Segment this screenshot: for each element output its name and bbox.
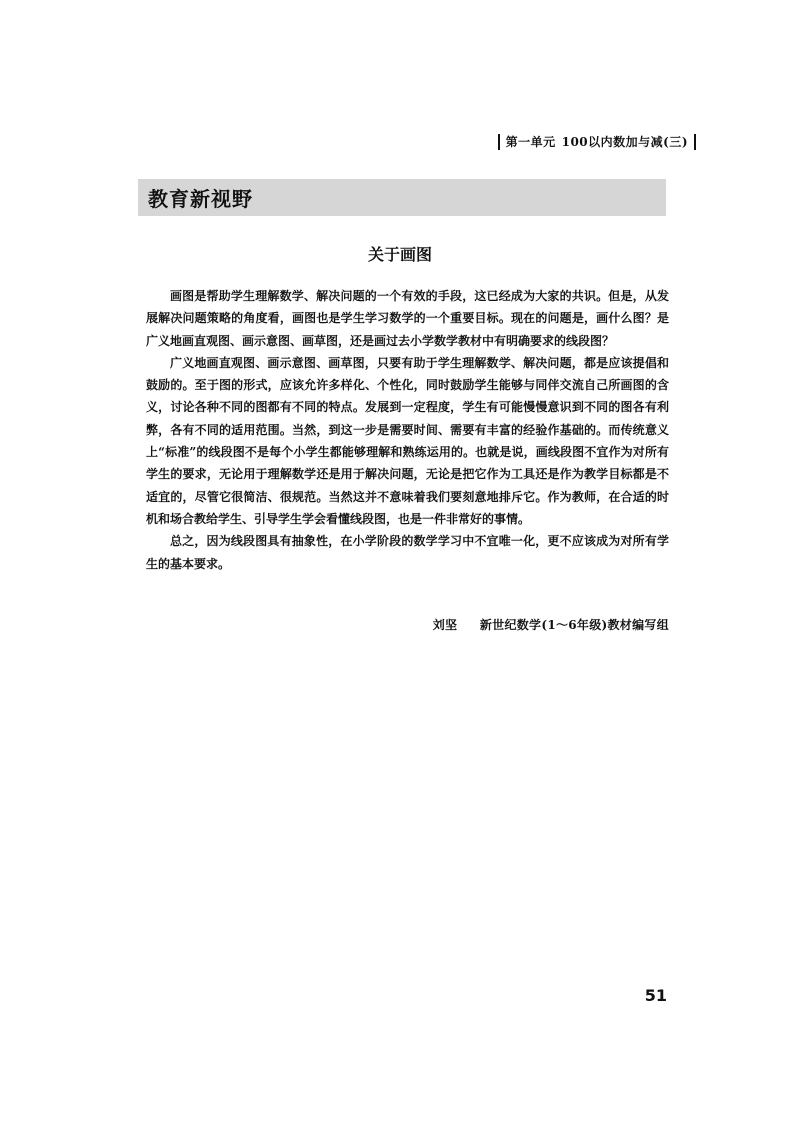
section-banner bbox=[138, 179, 666, 216]
signature-author: 刘坚 bbox=[432, 618, 458, 632]
header-topic: 100以内数加与减(三) bbox=[561, 135, 688, 149]
signature-affiliation: 新世纪数学(1～6年级)教材编写组 bbox=[479, 618, 669, 632]
page-number: 51 bbox=[644, 986, 667, 1005]
article-body bbox=[146, 285, 669, 575]
paragraph-2: 广义地画直观图、画示意图、画草图，只要有助于学生理解数学、解决问题，都是应该提倡和鼓励的。至于图的形式，应该允许多样化、个性化，同时鼓励学生能够与同伴交流自己所画图的含义，讨论各种不同的图都有不同的特点。发展到一定程度，学生有可能慢慢意识到不同的图各有利弊，各有不同的适用范围。当然，到这一步是需要时间、需要有丰富的经验作基础的。而传统意义上“标准”的线段图不是每个小学生都能够理解和熟练运用的。也就是说，画线段图不宜作为对所有学生的要求，无论用于理解数学还是用于解决问题，无论是把它作为工具还是作为教学目标都是不适宜的，尽管它很简洁、很规范。当然这并不意味着我们要刻意地排斥它。作为教师，在合适的时机和场合教给学生、引导学生学会看懂线段图，也是一件非常好的事情。 bbox=[146, 355, 669, 526]
section-banner-label: 教育新视野 bbox=[148, 187, 253, 211]
header-divider-left bbox=[498, 134, 500, 150]
header-divider-right bbox=[694, 134, 696, 150]
signature bbox=[433, 616, 669, 633]
article-title: 关于画图 bbox=[367, 245, 432, 264]
paragraph-1: 画图是帮助学生理解数学、解决问题的一个有效的手段，这已经成为大家的共识。但是，从发展解决问题策略的角度看，画图也是学生学习数学的一个重要目标。现在的问题是，画什么图？是广义地画直观图、画示意图、画草图，还是画过去小学数学教材中有明确要求的线段图？ bbox=[146, 289, 669, 348]
paragraph-3: 总之，因为线段图具有抽象性，在小学阶段的数学学习中不宜唯一化，更不应该成为对所有学生的基本要求。 bbox=[146, 534, 669, 571]
header-unit: 第一单元 bbox=[505, 135, 556, 149]
running-header bbox=[498, 133, 696, 150]
